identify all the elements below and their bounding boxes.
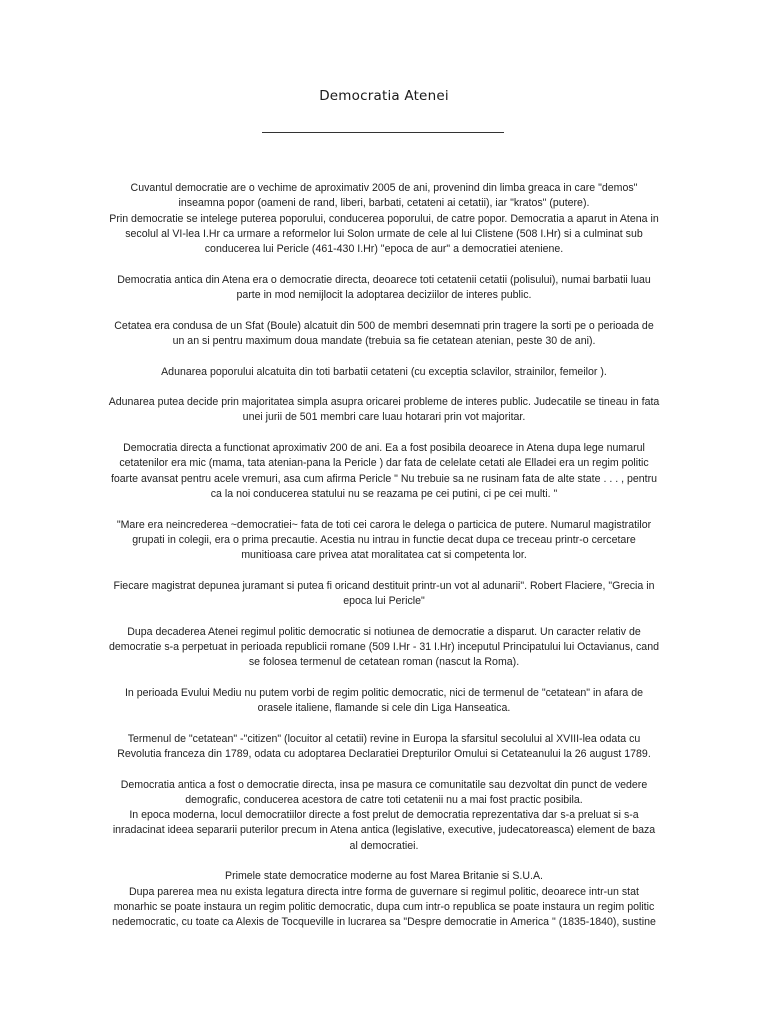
paragraph [84,441,684,502]
text-line: monarhic se poate instaura un regim politic democratic, dupa cum intr-o republica se poate instaura un regim politic [113,900,655,913]
text-line: al democratiei. [349,839,419,852]
text-line: foarte avansat pentru acele vremuri, asa cum afirma Pericle " Nu trebuie sa ne rusinam fata de alte state . . . , pentru [110,472,658,485]
text-line: Adunarea putea decide prin majoritatea simpla asupra oricarei probleme de interes public. Judecatile se tineau in fata [108,396,660,409]
text-line: "Mare era neincrederea ~democratiei~ fata de toti cei carora le delega o particica de putere. Numarul magistratilor [116,518,652,531]
text-line: Democratia directa a functionat aproximativ 200 de ani. Ea a fost posibila deoarece in Atena dupa lege numarul [123,442,645,455]
paragraph [84,732,684,763]
paragraph [84,518,684,564]
text-line: cetatenilor era mic (mama, tata atenian-pana la Pericle ) dar fata de celelate cetati ale Elladei era un regim politic [119,457,649,470]
paragraph [84,625,684,671]
text-line: parte in mod nemijlocit la adoptarea deciziilor de interes public. [236,289,532,302]
text-line: Primele state democratice moderne au fost Marea Britanie si S.U.A. [225,870,543,883]
text-line: Democratia antica a fost o democratie directa, insa pe masura ce comunitatile sau dezvoltat din punct de vedere [120,778,648,791]
text-line: secolul al VI-lea I.Hr ca urmare a reformelor lui Solon urmate de cele al lui Clistene (508 I.Hr) si a culminat sub [125,227,643,240]
text-line: Revolutia franceza din 1789, odata cu adoptarea Declaratiei Drepturilor Omului si Cetateanului la 26 august 1789. [117,747,651,760]
text-line: Democratia antica din Atena era o democratie directa, deoarece toti cetatenii cetatii (polisului), numai barbatii luau [117,273,651,286]
text-line: orasele italiene, flamande si cele din Liga Hanseatica. [257,702,511,715]
paragraph [84,319,684,350]
text-line: Termenul de "cetatean" -"citizen" (locuitor al cetatii) revine in Europa la sfarsitul secolului al XVIII-lea odata cu [127,732,641,745]
text-line: ca la noi conducerea statului nu se reazama pe cei putini, ci pe cei multi. " [210,487,558,500]
text-line: inseamna popor (oameni de rand, liberi, barbati, cetateni ai cetatii), iar "kratos" (putere). [178,197,590,210]
text-line: epoca lui Pericle" [343,595,425,608]
paragraph [84,365,684,380]
text-line: democratie s-a perpetuat in perioada republicii romane (509 I.Hr - 31 I.Hr) inceputul Principatului lui Octavianus, cand [109,640,659,653]
text-line: Adunarea poporului alcatuita din toti barbatii cetateni (cu exceptia sclavilor, strainilor, femeilor ). [161,365,607,378]
paragraph [84,579,684,610]
text-line: Prin democratie se intelege puterea poporului, conducerea poporului, de catre popor. Democratia a aparut in Atena in [109,212,659,225]
text-line: nedemocratic, cu toate ca Alexis de Tocqueville in lucrarea sa "Despre democratie in America " (1835-1840), sustine [112,916,656,929]
text-line: Cuvantul democratie are o vechime de aproximativ 2005 de ani, provenind din limba greaca in care "demos" [130,182,638,194]
text-line: In perioada Evului Mediu nu putem vorbi de regim politic democratic, nici de termenul de "cetatean" in afara de [124,686,644,699]
title-underline [262,132,504,133]
text-line: conducerea lui Pericle (461-430 I.Hr) "epoca de aur" a democratiei ateniene. [204,243,564,256]
text-line: un an si pentru maximum doua mandate (trebuia sa fie cetatean atenian, peste 30 de ani). [172,334,596,347]
text-line: Cetatea era condusa de un Sfat (Boule) alcatuit din 500 de membri desemnati prin tragere la sorti pe o perioada de [114,319,654,332]
text-line: unei jurii de 501 membri care luau hotarari prin vot majoritar. [242,411,526,424]
paragraph [84,273,684,304]
document-body [84,181,684,946]
paragraph [84,181,684,257]
text-line: demografic, conducerea acestora de catre toti cetatenii nu a mai fost practic posibila. [185,793,583,806]
text-line: se folosea termenul de cetatean roman (nascut la Roma). [248,656,520,669]
paragraph [84,778,684,854]
paragraph [84,686,684,717]
document-title: Democratia Atenei [319,88,449,104]
paragraph [84,869,684,930]
text-line: In epoca moderna, locul democratiilor directe a fost prelut de democratia reprezentativa dar s-a preluat si s-a [129,809,639,822]
paragraph [84,395,684,426]
text-line: Dupa decaderea Atenei regimul politic democratic si notiunea de democratie a disparut. Un caracter relativ de [127,625,641,638]
text-line: Dupa parerea mea nu exista legatura directa intre forma de guvernare si regimul politic, deoarece intr-un stat [129,885,639,898]
text-line: Fiecare magistrat depunea juramant si putea fi oricand destituit printr-un vot al adunarii". Robert Flaciere, "Grecia in [113,579,655,592]
text-line: munitioasa care privea atat moralitatea cat si competenta lor. [241,549,527,562]
text-line: grupati in colegii, era o prima precautie. Acestia nu intrau in functie decat dupa ce treceau printr-o cercetare [132,533,636,546]
text-line: inradacinat ideea separarii puterilor precum in Atena antica (legislative, executive, judecatoreasca) element de baza [112,824,656,837]
